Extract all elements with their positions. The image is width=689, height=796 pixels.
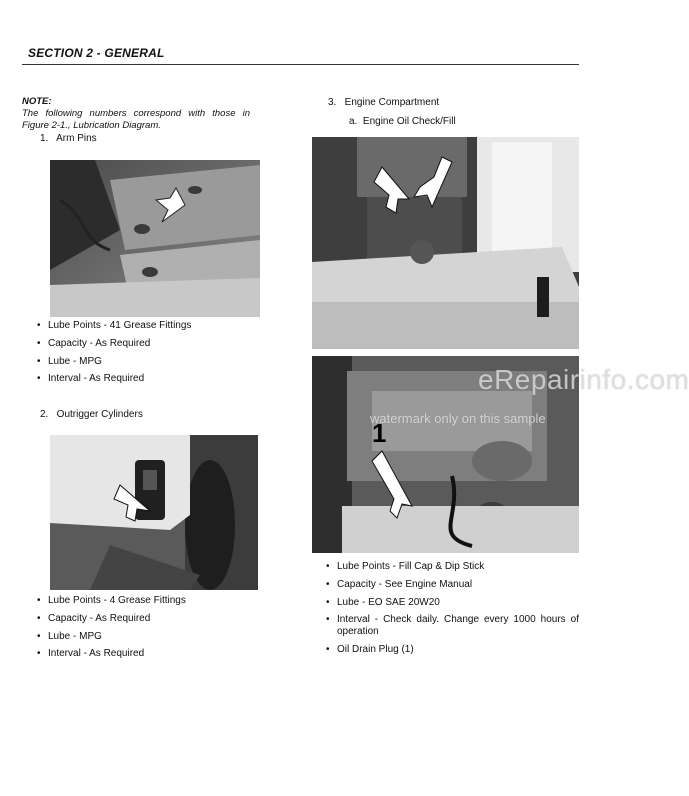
watermark-caption: watermark only on this sample bbox=[370, 411, 546, 426]
list-item: • Lube - MPG bbox=[37, 356, 257, 368]
watermark-site: eRepairinfo.com bbox=[478, 364, 689, 395]
engine-photo-top bbox=[312, 137, 579, 349]
list-item: • Lube Points - 4 Grease Fittings bbox=[37, 595, 257, 607]
list-item: • Interval - Check daily. Change every 1000 hours of operation bbox=[326, 614, 579, 637]
engine-heading: 3. Engine Compartment bbox=[328, 97, 440, 108]
note-block bbox=[22, 96, 290, 132]
arm-pins-list bbox=[37, 320, 257, 391]
outrigger-photo bbox=[50, 435, 258, 590]
note-text: The following numbers correspond with those in Figure 2-1., Lubrication Diagram. bbox=[22, 108, 250, 131]
list-item: • Oil Drain Plug (1) bbox=[326, 644, 579, 656]
list-item: • Lube Points - 41 Grease Fittings bbox=[37, 320, 257, 332]
arm-pins-heading: 1. Arm Pins bbox=[40, 133, 97, 144]
list-item: • Capacity - As Required bbox=[37, 613, 257, 625]
engine-list bbox=[326, 561, 579, 661]
list-item: • Capacity - See Engine Manual bbox=[326, 579, 579, 591]
outrigger-list bbox=[37, 595, 257, 666]
callout-number: 1 bbox=[372, 418, 387, 448]
section-divider bbox=[22, 64, 579, 65]
section-title: SECTION 2 - GENERAL bbox=[28, 46, 165, 60]
engine-subheading: a. Engine Oil Check/Fill bbox=[349, 116, 456, 127]
list-item: • Interval - As Required bbox=[37, 373, 257, 385]
note-label: NOTE: bbox=[22, 96, 52, 107]
list-item: • Lube - EO SAE 20W20 bbox=[326, 597, 579, 609]
list-item: • Capacity - As Required bbox=[37, 338, 257, 350]
list-item: • Lube Points - Fill Cap & Dip Stick bbox=[326, 561, 579, 573]
list-item: • Lube - MPG bbox=[37, 631, 257, 643]
outrigger-heading: 2. Outrigger Cylinders bbox=[40, 409, 143, 420]
list-item: • Interval - As Required bbox=[37, 648, 257, 660]
arm-pins-photo bbox=[50, 160, 260, 317]
